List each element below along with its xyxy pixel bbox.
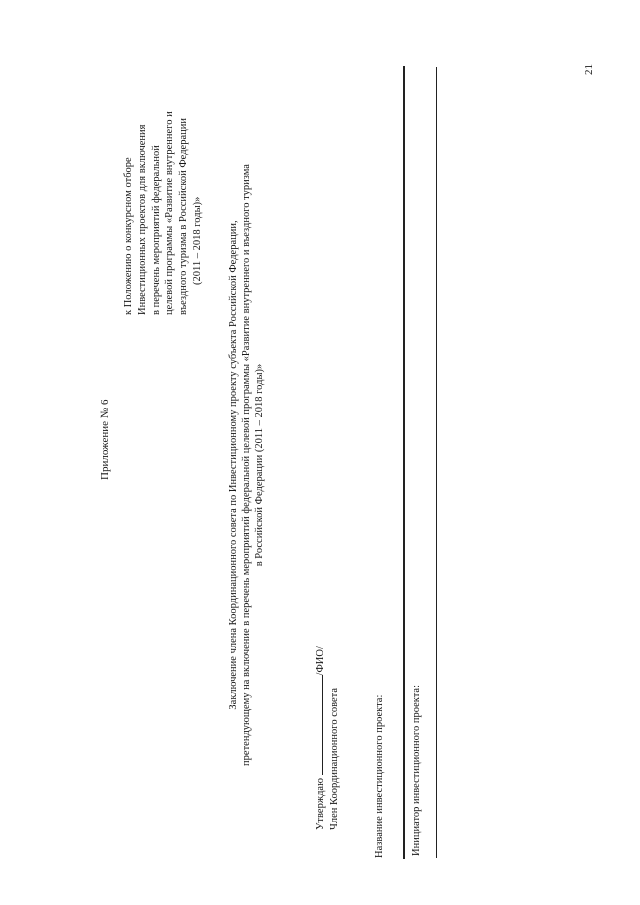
conclusion-heading	[227, 115, 266, 815]
conclusion-line: в Российской Федерации (2011 – 2018 годы)»	[254, 363, 265, 567]
appendix-title: Приложение № 6	[99, 399, 111, 480]
appendix-line: Инвестиционных проектов для включения	[136, 124, 148, 315]
appendix-line: к Положению о конкурсном отборе	[123, 157, 134, 315]
approval-block	[313, 646, 342, 830]
appendix-subtitle	[122, 111, 205, 315]
member-label: Член Координационного совета	[329, 687, 340, 830]
page-number: 21	[583, 64, 595, 75]
initiator-label: Инициатор инвестиционного проекта:	[411, 684, 422, 856]
conclusion-line: Заключение члена Координационного совета по Инвестиционному проекту субъекта Российской Федерации,	[228, 220, 239, 710]
appendix-line: целевой программы «Развитие внутреннего и	[164, 111, 176, 315]
appendix-line: въездного туризма в Российской Федерации	[178, 118, 190, 315]
signature-line	[313, 675, 323, 775]
conclusion-line: претендующему на включение в перечень мероприятий федеральной целевой программы «Развитие внутреннего и въездного туризма	[241, 164, 252, 766]
approve-label: Утверждаю	[315, 778, 326, 830]
appendix-line: (2011 – 2018 годы)»	[191, 196, 203, 285]
divider-line	[403, 66, 405, 859]
fio-label: /ФИО/	[315, 646, 326, 676]
divider-line	[436, 67, 437, 858]
appendix-line: в перечень мероприятий федеральной	[150, 145, 162, 315]
project-name-label: Название инвестиционного проекта:	[374, 694, 385, 858]
